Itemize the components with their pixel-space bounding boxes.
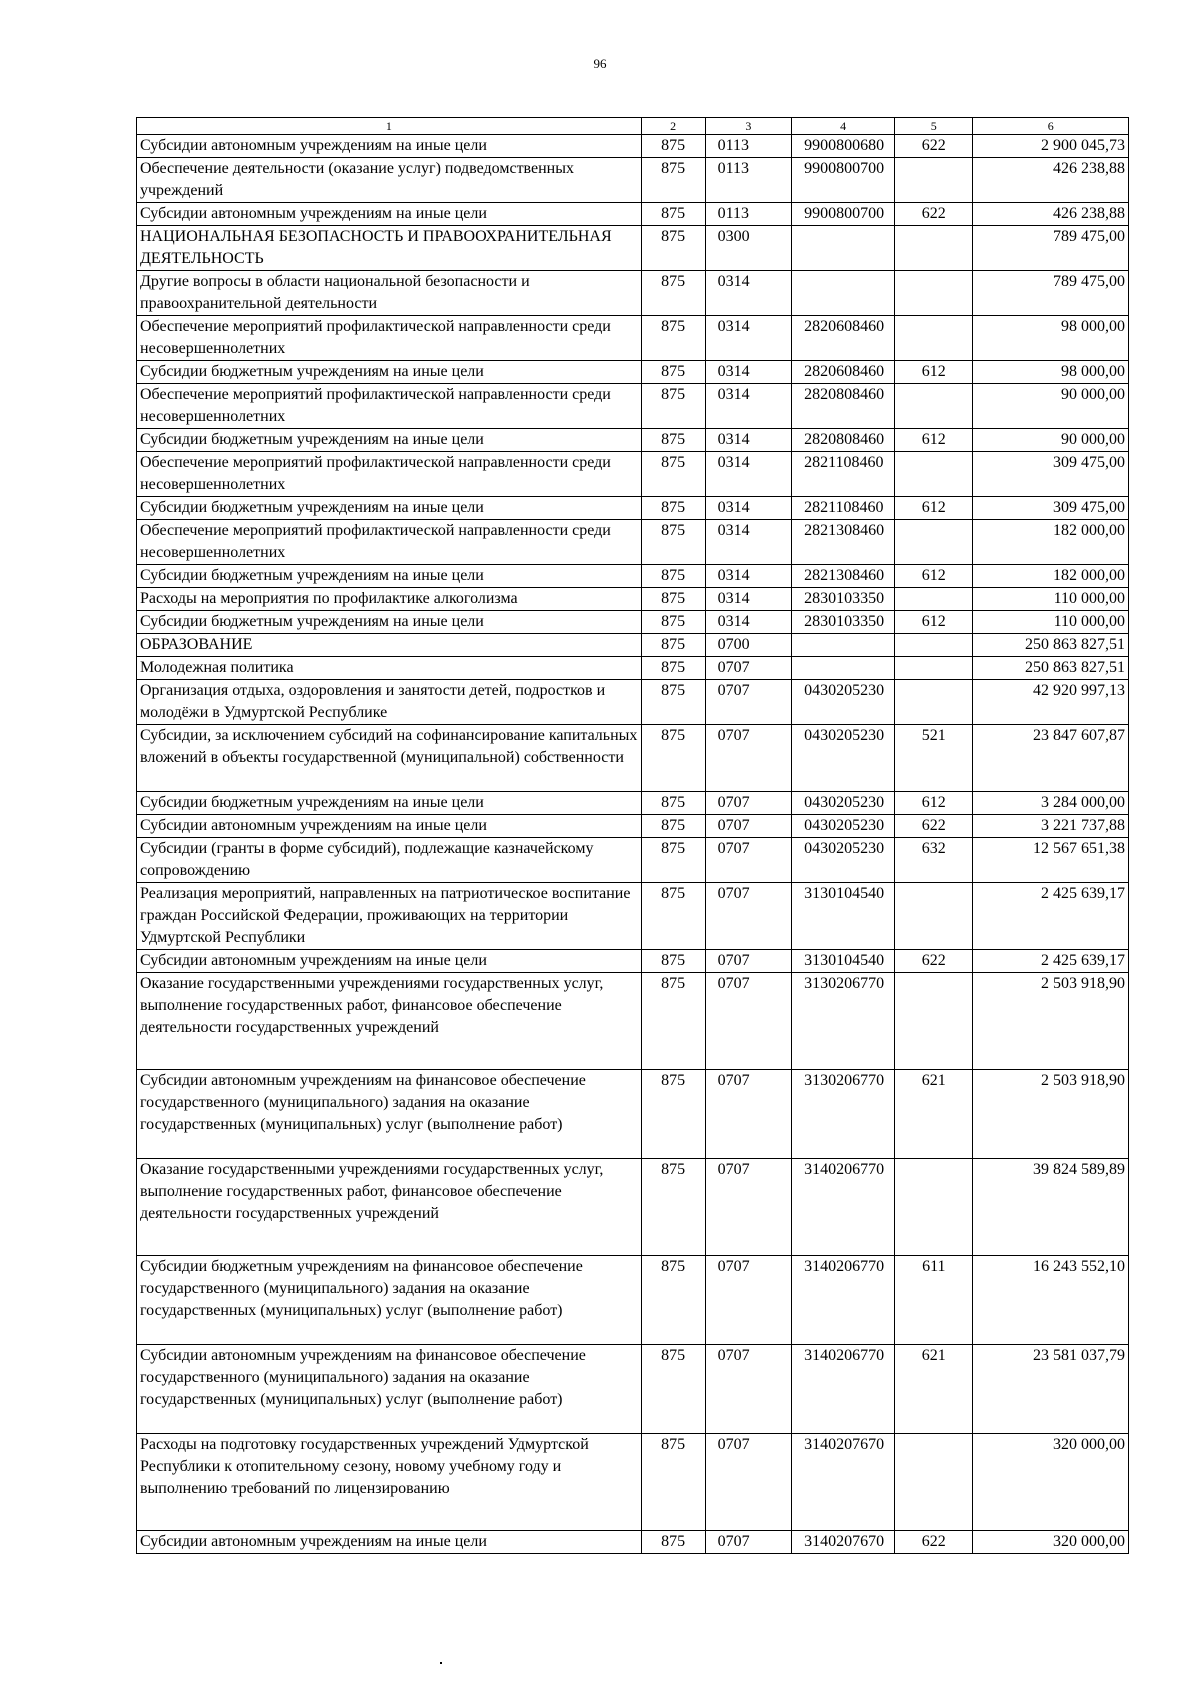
cell-target-code: 3130104540 <box>792 950 895 973</box>
table-row <box>137 1345 1129 1434</box>
table-row <box>137 973 1129 1070</box>
cell-amount: 23 847 607,87 <box>973 725 1129 792</box>
cell-amount: 2 425 639,17 <box>973 883 1129 950</box>
cell-name: Субсидии автономным учреждениям на финансовое обеспечение государственного (муниципального) задания на оказание государственных (муниципальных) услуг (выполнение работ) <box>137 1345 642 1434</box>
cell-ministry-code: 875 <box>641 1434 705 1531</box>
cell-expense-type <box>895 520 973 565</box>
cell-name: Обеспечение мероприятий профилактической направленности среди несовершеннолетних <box>137 452 642 497</box>
cell-ministry-code: 875 <box>641 680 705 725</box>
cell-expense-type: 612 <box>895 792 973 815</box>
cell-expense-type: 621 <box>895 1070 973 1159</box>
cell-amount: 3 284 000,00 <box>973 792 1129 815</box>
cell-section-code: 0707 <box>705 792 792 815</box>
cell-target-code: 0430205230 <box>792 815 895 838</box>
cell-target-code: 0430205230 <box>792 680 895 725</box>
cell-target-code: 3140206770 <box>792 1345 895 1434</box>
cell-name: Молодежная политика <box>137 657 642 680</box>
cell-ministry-code: 875 <box>641 203 705 226</box>
cell-section-code: 0314 <box>705 565 792 588</box>
cell-section-code: 0707 <box>705 815 792 838</box>
cell-ministry-code: 875 <box>641 384 705 429</box>
table-row <box>137 838 1129 883</box>
cell-target-code: 0430205230 <box>792 838 895 883</box>
cell-section-code: 0707 <box>705 1070 792 1159</box>
table-row <box>137 634 1129 657</box>
cell-name: Организация отдыха, оздоровления и занятости детей, подростков и молодёжи в Удмуртской Республике <box>137 680 642 725</box>
cell-section-code: 0707 <box>705 1159 792 1256</box>
cell-name: Субсидии бюджетным учреждениям на иные цели <box>137 792 642 815</box>
cell-expense-type <box>895 158 973 203</box>
cell-section-code: 0113 <box>705 203 792 226</box>
cell-section-code: 0707 <box>705 657 792 680</box>
cell-name: Субсидии, за исключением субсидий на софинансирование капитальных вложений в объекты государственной (муниципальной) собственности <box>137 725 642 792</box>
table-row <box>137 384 1129 429</box>
cell-amount: 426 238,88 <box>973 158 1129 203</box>
cell-ministry-code: 875 <box>641 657 705 680</box>
cell-section-code: 0314 <box>705 611 792 634</box>
cell-amount: 309 475,00 <box>973 497 1129 520</box>
cell-amount: 110 000,00 <box>973 611 1129 634</box>
cell-expense-type: 621 <box>895 1345 973 1434</box>
cell-ministry-code: 875 <box>641 950 705 973</box>
header-cell-1: 1 <box>137 118 642 135</box>
cell-section-code: 0707 <box>705 1434 792 1531</box>
cell-amount: 182 000,00 <box>973 520 1129 565</box>
cell-expense-type: 622 <box>895 815 973 838</box>
cell-ministry-code: 875 <box>641 725 705 792</box>
cell-amount: 42 920 997,13 <box>973 680 1129 725</box>
cell-amount: 320 000,00 <box>973 1434 1129 1531</box>
cell-ministry-code: 875 <box>641 815 705 838</box>
cell-expense-type <box>895 680 973 725</box>
cell-amount: 98 000,00 <box>973 361 1129 384</box>
cell-expense-type <box>895 634 973 657</box>
cell-section-code: 0113 <box>705 158 792 203</box>
table-row <box>137 158 1129 203</box>
cell-target-code <box>792 634 895 657</box>
cell-target-code: 2820608460 <box>792 316 895 361</box>
cell-target-code: 2821108460 <box>792 452 895 497</box>
header-cell-3: 3 <box>705 118 792 135</box>
cell-section-code: 0707 <box>705 883 792 950</box>
cell-expense-type: 622 <box>895 135 973 158</box>
table-row <box>137 815 1129 838</box>
cell-expense-type: 611 <box>895 1256 973 1345</box>
cell-target-code: 2821308460 <box>792 520 895 565</box>
cell-amount: 110 000,00 <box>973 588 1129 611</box>
cell-name: Обеспечение мероприятий профилактической направленности среди несовершеннолетних <box>137 316 642 361</box>
table-row <box>137 361 1129 384</box>
cell-amount: 250 863 827,51 <box>973 657 1129 680</box>
cell-section-code: 0314 <box>705 316 792 361</box>
cell-ministry-code: 875 <box>641 429 705 452</box>
cell-target-code <box>792 226 895 271</box>
cell-ministry-code: 875 <box>641 158 705 203</box>
cell-name: Расходы на подготовку государственных учреждений Удмуртской Республики к отопительному сезону, новому учебному году и выполнению требований по лицензированию <box>137 1434 642 1531</box>
table-row <box>137 316 1129 361</box>
cell-name: Реализация мероприятий, направленных на патриотическое воспитание граждан Российской Федерации, проживающих на территории Удмуртской Республики <box>137 883 642 950</box>
cell-ministry-code: 875 <box>641 135 705 158</box>
table-row <box>137 657 1129 680</box>
cell-ministry-code: 875 <box>641 1256 705 1345</box>
cell-amount: 16 243 552,10 <box>973 1256 1129 1345</box>
cell-expense-type <box>895 271 973 316</box>
cell-expense-type: 612 <box>895 429 973 452</box>
cell-target-code: 2820808460 <box>792 384 895 429</box>
cell-target-code: 3130206770 <box>792 973 895 1070</box>
cell-name: Субсидии автономным учреждениям на финансовое обеспечение государственного (муниципального) задания на оказание государственных (муниципальных) услуг (выполнение работ) <box>137 1070 642 1159</box>
cell-section-code: 0314 <box>705 271 792 316</box>
cell-amount: 2 503 918,90 <box>973 1070 1129 1159</box>
header-cell-2: 2 <box>641 118 705 135</box>
cell-section-code: 0314 <box>705 520 792 565</box>
cell-expense-type <box>895 883 973 950</box>
cell-section-code: 0707 <box>705 1345 792 1434</box>
cell-name: Оказание государственными учреждениями государственных услуг, выполнение государственных работ, финансовое обеспечение деятельности государственных учреждений <box>137 973 642 1070</box>
cell-amount: 320 000,00 <box>973 1531 1129 1554</box>
table-row <box>137 429 1129 452</box>
cell-name: Субсидии бюджетным учреждениям на иные цели <box>137 429 642 452</box>
cell-name: Субсидии автономным учреждениям на иные цели <box>137 203 642 226</box>
cell-name: Субсидии автономным учреждениям на иные цели <box>137 950 642 973</box>
cell-target-code <box>792 657 895 680</box>
cell-section-code: 0113 <box>705 135 792 158</box>
cell-name: Субсидии (гранты в форме субсидий), подлежащие казначейскому сопровождению <box>137 838 642 883</box>
cell-expense-type <box>895 657 973 680</box>
cell-target-code: 2830103350 <box>792 588 895 611</box>
cell-ministry-code: 875 <box>641 611 705 634</box>
table-row <box>137 792 1129 815</box>
cell-name: Другие вопросы в области национальной безопасности и правоохранительной деятельности <box>137 271 642 316</box>
cell-name: Субсидии автономным учреждениям на иные цели <box>137 815 642 838</box>
table-row <box>137 611 1129 634</box>
cell-ministry-code: 875 <box>641 588 705 611</box>
cell-target-code <box>792 271 895 316</box>
cell-expense-type <box>895 384 973 429</box>
cell-section-code: 0314 <box>705 588 792 611</box>
cell-expense-type: 622 <box>895 950 973 973</box>
cell-expense-type <box>895 1434 973 1531</box>
cell-expense-type: 632 <box>895 838 973 883</box>
cell-target-code: 9900800700 <box>792 203 895 226</box>
cell-target-code: 3130104540 <box>792 883 895 950</box>
cell-amount: 3 221 737,88 <box>973 815 1129 838</box>
cell-expense-type <box>895 316 973 361</box>
table-row <box>137 203 1129 226</box>
table-row <box>137 1070 1129 1159</box>
cell-expense-type: 612 <box>895 565 973 588</box>
table-row <box>137 271 1129 316</box>
table-row <box>137 1531 1129 1554</box>
cell-ministry-code: 875 <box>641 1159 705 1256</box>
cell-target-code: 3140207670 <box>792 1434 895 1531</box>
cell-section-code: 0707 <box>705 950 792 973</box>
cell-name: Обеспечение деятельности (оказание услуг) подведомственных учреждений <box>137 158 642 203</box>
cell-ministry-code: 875 <box>641 883 705 950</box>
cell-target-code: 0430205230 <box>792 725 895 792</box>
table-row <box>137 725 1129 792</box>
cell-expense-type: 622 <box>895 1531 973 1554</box>
cell-expense-type <box>895 973 973 1070</box>
cell-target-code: 9900800700 <box>792 158 895 203</box>
cell-amount: 789 475,00 <box>973 271 1129 316</box>
cell-amount: 426 238,88 <box>973 203 1129 226</box>
table-body <box>137 135 1129 1554</box>
cell-amount: 309 475,00 <box>973 452 1129 497</box>
cell-target-code: 2821308460 <box>792 565 895 588</box>
cell-ministry-code: 875 <box>641 973 705 1070</box>
cell-target-code: 3140206770 <box>792 1159 895 1256</box>
cell-ministry-code: 875 <box>641 792 705 815</box>
cell-name: Субсидии автономным учреждениям на иные цели <box>137 1531 642 1554</box>
cell-section-code: 0314 <box>705 452 792 497</box>
table-row <box>137 135 1129 158</box>
cell-expense-type: 622 <box>895 203 973 226</box>
header-row <box>137 118 1129 135</box>
cell-section-code: 0707 <box>705 973 792 1070</box>
cell-name: Обеспечение мероприятий профилактической направленности среди несовершеннолетних <box>137 520 642 565</box>
cell-amount: 2 900 045,73 <box>973 135 1129 158</box>
table-row <box>137 497 1129 520</box>
cell-amount: 182 000,00 <box>973 565 1129 588</box>
table-row <box>137 565 1129 588</box>
cell-section-code: 0707 <box>705 838 792 883</box>
cell-section-code: 0314 <box>705 429 792 452</box>
cell-ministry-code: 875 <box>641 838 705 883</box>
cell-section-code: 0314 <box>705 497 792 520</box>
header-cell-6: 6 <box>973 118 1129 135</box>
cell-section-code: 0707 <box>705 680 792 725</box>
cell-amount: 39 824 589,89 <box>973 1159 1129 1256</box>
cell-ministry-code: 875 <box>641 271 705 316</box>
table-row <box>137 226 1129 271</box>
cell-target-code: 2820608460 <box>792 361 895 384</box>
header-cell-5: 5 <box>895 118 973 135</box>
scan-speck <box>440 1662 442 1664</box>
cell-amount: 12 567 651,38 <box>973 838 1129 883</box>
table-row <box>137 1159 1129 1256</box>
cell-name: Субсидии бюджетным учреждениям на иные цели <box>137 611 642 634</box>
cell-section-code: 0314 <box>705 361 792 384</box>
cell-section-code: 0707 <box>705 1531 792 1554</box>
cell-expense-type: 521 <box>895 725 973 792</box>
cell-name: Субсидии бюджетным учреждениям на иные цели <box>137 565 642 588</box>
table-row <box>137 1256 1129 1345</box>
cell-section-code: 0300 <box>705 226 792 271</box>
cell-ministry-code: 875 <box>641 452 705 497</box>
cell-amount: 98 000,00 <box>973 316 1129 361</box>
cell-ministry-code: 875 <box>641 497 705 520</box>
cell-section-code: 0707 <box>705 725 792 792</box>
cell-name: Субсидии бюджетным учреждениям на финансовое обеспечение государственного (муниципального) задания на оказание государственных (муниципальных) услуг (выполнение работ) <box>137 1256 642 1345</box>
cell-target-code: 2821108460 <box>792 497 895 520</box>
cell-name: Расходы на мероприятия по профилактике алкоголизма <box>137 588 642 611</box>
cell-target-code: 0430205230 <box>792 792 895 815</box>
cell-ministry-code: 875 <box>641 565 705 588</box>
cell-amount: 23 581 037,79 <box>973 1345 1129 1434</box>
table-row <box>137 520 1129 565</box>
cell-amount: 2 425 639,17 <box>973 950 1129 973</box>
cell-target-code: 9900800680 <box>792 135 895 158</box>
cell-section-code: 0707 <box>705 1256 792 1345</box>
cell-ministry-code: 875 <box>641 1070 705 1159</box>
cell-ministry-code: 875 <box>641 634 705 657</box>
cell-ministry-code: 875 <box>641 1531 705 1554</box>
cell-target-code: 3140206770 <box>792 1256 895 1345</box>
cell-amount: 789 475,00 <box>973 226 1129 271</box>
table-row <box>137 680 1129 725</box>
cell-name: Субсидии автономным учреждениям на иные цели <box>137 135 642 158</box>
table-row <box>137 452 1129 497</box>
cell-section-code: 0314 <box>705 384 792 429</box>
header-cell-4: 4 <box>792 118 895 135</box>
cell-ministry-code: 875 <box>641 226 705 271</box>
cell-ministry-code: 875 <box>641 1345 705 1434</box>
cell-expense-type: 612 <box>895 611 973 634</box>
cell-ministry-code: 875 <box>641 520 705 565</box>
table-row <box>137 950 1129 973</box>
cell-section-code: 0700 <box>705 634 792 657</box>
cell-expense-type <box>895 226 973 271</box>
cell-amount: 250 863 827,51 <box>973 634 1129 657</box>
cell-target-code: 3140207670 <box>792 1531 895 1554</box>
cell-expense-type: 612 <box>895 497 973 520</box>
cell-expense-type <box>895 1159 973 1256</box>
cell-name: Субсидии бюджетным учреждениям на иные цели <box>137 361 642 384</box>
cell-target-code: 2820808460 <box>792 429 895 452</box>
table-row <box>137 588 1129 611</box>
budget-table <box>136 117 1129 1554</box>
cell-name: НАЦИОНАЛЬНАЯ БЕЗОПАСНОСТЬ И ПРАВООХРАНИТЕЛЬНАЯ ДЕЯТЕЛЬНОСТЬ <box>137 226 642 271</box>
cell-amount: 90 000,00 <box>973 429 1129 452</box>
cell-target-code: 2830103350 <box>792 611 895 634</box>
cell-name: Субсидии бюджетным учреждениям на иные цели <box>137 497 642 520</box>
cell-amount: 2 503 918,90 <box>973 973 1129 1070</box>
cell-ministry-code: 875 <box>641 361 705 384</box>
cell-ministry-code: 875 <box>641 316 705 361</box>
cell-name: Оказание государственными учреждениями государственных услуг, выполнение государственных работ, финансовое обеспечение деятельности государственных учреждений <box>137 1159 642 1256</box>
cell-target-code: 3130206770 <box>792 1070 895 1159</box>
page-number: 96 <box>593 56 607 71</box>
table-row <box>137 1434 1129 1531</box>
cell-expense-type <box>895 452 973 497</box>
table-row <box>137 883 1129 950</box>
cell-name: ОБРАЗОВАНИЕ <box>137 634 642 657</box>
cell-amount: 90 000,00 <box>973 384 1129 429</box>
cell-expense-type: 612 <box>895 361 973 384</box>
cell-expense-type <box>895 588 973 611</box>
cell-name: Обеспечение мероприятий профилактической направленности среди несовершеннолетних <box>137 384 642 429</box>
